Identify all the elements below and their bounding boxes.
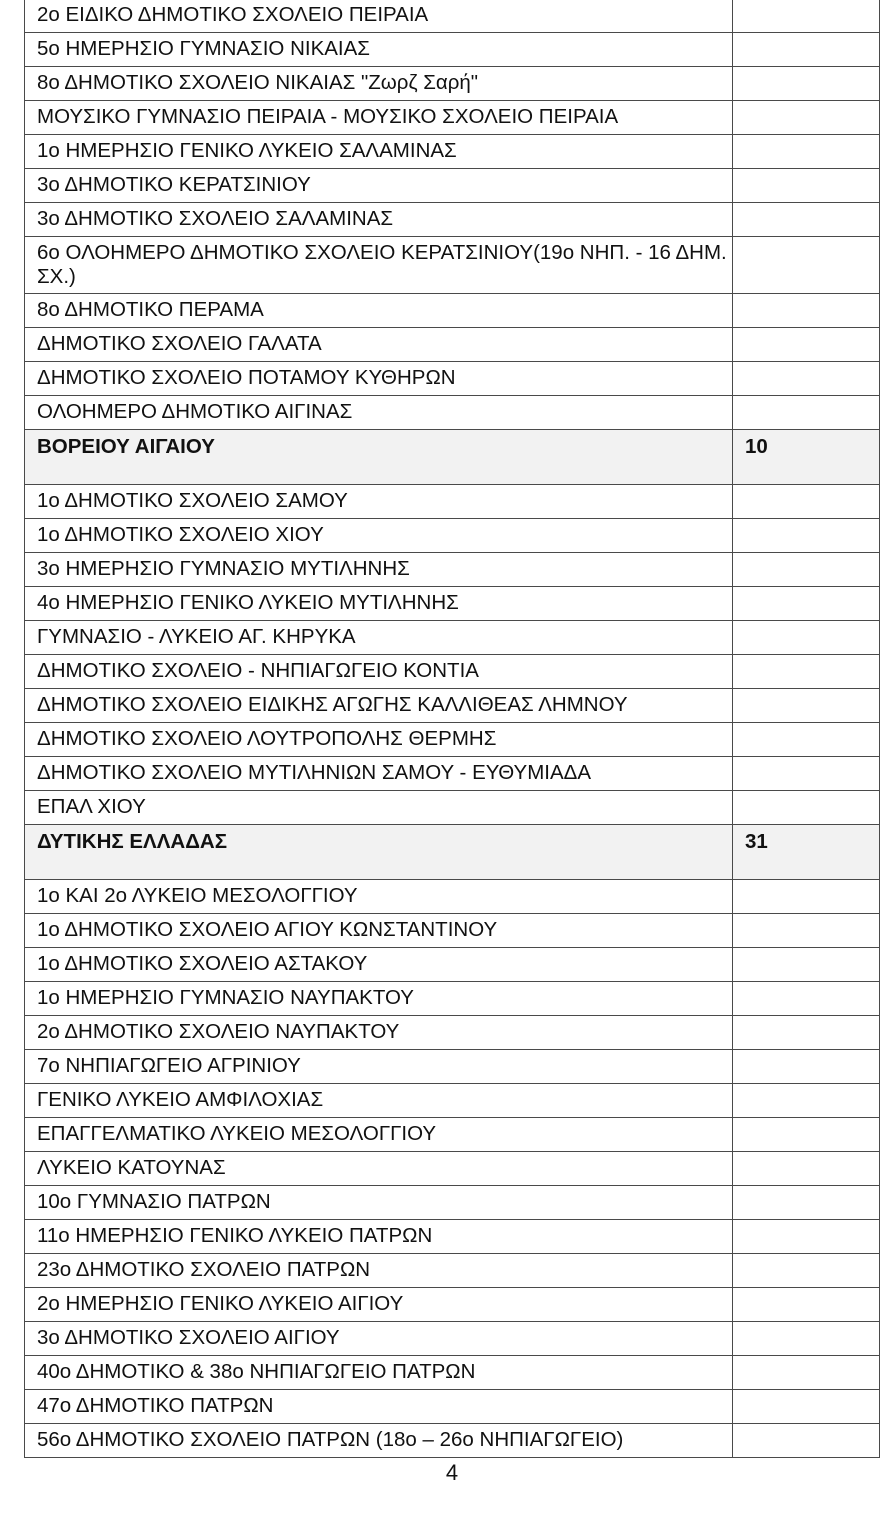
count-cell <box>733 485 880 519</box>
table-row <box>25 519 880 553</box>
count-cell <box>733 948 880 982</box>
table-row <box>25 914 880 948</box>
school-name: 56ο ΔΗΜΟΤΙΚΟ ΣΧΟΛΕΙΟ ΠΑΤΡΩΝ (18ο – 26ο ΝΗΠΙΑΓΩΓΕΙΟ) <box>25 1424 733 1458</box>
count-cell <box>733 689 880 723</box>
count-cell <box>733 1424 880 1458</box>
table-row <box>25 1390 880 1424</box>
count-cell <box>733 519 880 553</box>
school-name: 3ο ΔΗΜΟΤΙΚΟ ΚΕΡΑΤΣΙΝΙΟΥ <box>25 169 733 203</box>
table-row <box>25 135 880 169</box>
table-row <box>25 328 880 362</box>
count-cell <box>733 621 880 655</box>
count-cell <box>733 1186 880 1220</box>
table-row <box>25 101 880 135</box>
school-name: 1ο ΗΜΕΡΗΣΙΟ ΓΥΜΝΑΣΙΟ ΝΑΥΠΑΚΤΟΥ <box>25 982 733 1016</box>
table-row <box>25 553 880 587</box>
school-name: 1ο ΚΑΙ 2ο ΛΥΚΕΙΟ ΜΕΣΟΛΟΓΓΙΟΥ <box>25 880 733 914</box>
school-name: 6ο ΟΛΟΗΜΕΡΟ ΔΗΜΟΤΙΚΟ ΣΧΟΛΕΙΟ ΚΕΡΑΤΣΙΝΙΟΥ(19ο ΝΗΠ. - 16 ΔΗΜ. ΣΧ.) <box>25 237 733 294</box>
school-name: 3ο ΔΗΜΟΤΙΚΟ ΣΧΟΛΕΙΟ ΣΑΛΑΜΙΝΑΣ <box>25 203 733 237</box>
school-name: ΔΗΜΟΤΙΚΟ ΣΧΟΛΕΙΟ ΕΙΔΙΚΗΣ ΑΓΩΓΗΣ ΚΑΛΛΙΘΕΑΣ ΛΗΜΝΟΥ <box>25 689 733 723</box>
school-name: ΓΕΝΙΚΟ ΛΥΚΕΙΟ ΑΜΦΙΛΟΧΙΑΣ <box>25 1084 733 1118</box>
schools-table-body <box>25 0 880 1458</box>
table-row <box>25 689 880 723</box>
count-cell <box>733 1050 880 1084</box>
count-cell <box>733 328 880 362</box>
region-count: 31 <box>733 825 880 880</box>
school-name: 1ο ΗΜΕΡΗΣΙΟ ΓΕΝΙΚΟ ΛΥΚΕΙΟ ΣΑΛΑΜΙΝΑΣ <box>25 135 733 169</box>
school-name: 1ο ΔΗΜΟΤΙΚΟ ΣΧΟΛΕΙΟ ΣΑΜΟΥ <box>25 485 733 519</box>
table-row <box>25 294 880 328</box>
count-cell <box>733 1220 880 1254</box>
count-cell <box>733 880 880 914</box>
table-row <box>25 1084 880 1118</box>
school-name: 11ο ΗΜΕΡΗΣΙΟ ΓΕΝΙΚΟ ΛΥΚΕΙΟ ΠΑΤΡΩΝ <box>25 1220 733 1254</box>
table-row <box>25 982 880 1016</box>
table-row <box>25 67 880 101</box>
school-name: 3ο ΗΜΕΡΗΣΙΟ ΓΥΜΝΑΣΙΟ ΜΥΤΙΛΗΝΗΣ <box>25 553 733 587</box>
count-cell <box>733 1254 880 1288</box>
school-name: 2ο ΔΗΜΟΤΙΚΟ ΣΧΟΛΕΙΟ ΝΑΥΠΑΚΤΟΥ <box>25 1016 733 1050</box>
count-cell <box>733 0 880 33</box>
table-row <box>25 587 880 621</box>
region-name: ΒΟΡΕΙΟΥ ΑΙΓΑΙΟΥ <box>25 430 733 485</box>
school-name: 47ο ΔΗΜΟΤΙΚΟ ΠΑΤΡΩΝ <box>25 1390 733 1424</box>
table-row <box>25 757 880 791</box>
school-name: ΔΗΜΟΤΙΚΟ ΣΧΟΛΕΙΟ - ΝΗΠΙΑΓΩΓΕΙΟ ΚΟΝΤΙΑ <box>25 655 733 689</box>
region-name: ΔΥΤΙΚΗΣ ΕΛΛΑΔΑΣ <box>25 825 733 880</box>
count-cell <box>733 1084 880 1118</box>
count-cell <box>733 655 880 689</box>
count-cell <box>733 1356 880 1390</box>
count-cell <box>733 135 880 169</box>
table-row <box>25 880 880 914</box>
count-cell <box>733 203 880 237</box>
count-cell <box>733 169 880 203</box>
table-row <box>25 203 880 237</box>
school-name: ΟΛΟΗΜΕΡΟ ΔΗΜΟΤΙΚΟ ΑΙΓΙΝΑΣ <box>25 396 733 430</box>
school-name: ΔΗΜΟΤΙΚΟ ΣΧΟΛΕΙΟ ΓΑΛΑΤΑ <box>25 328 733 362</box>
schools-table <box>24 0 880 1458</box>
school-name: 8ο ΔΗΜΟΤΙΚΟ ΣΧΟΛΕΙΟ ΝΙΚΑΙΑΣ "Ζωρζ Σαρή" <box>25 67 733 101</box>
school-name: 2ο ΗΜΕΡΗΣΙΟ ΓΕΝΙΚΟ ΛΥΚΕΙΟ ΑΙΓΙΟΥ <box>25 1288 733 1322</box>
table-row <box>25 169 880 203</box>
count-cell <box>733 587 880 621</box>
school-name: 8ο ΔΗΜΟΤΙΚΟ ΠΕΡΑΜΑ <box>25 294 733 328</box>
page-number: 4 <box>445 1460 459 1485</box>
count-cell <box>733 237 880 294</box>
table-row <box>25 1016 880 1050</box>
region-count: 10 <box>733 430 880 485</box>
school-name: 7ο ΝΗΠΙΑΓΩΓΕΙΟ ΑΓΡΙΝΙΟΥ <box>25 1050 733 1084</box>
count-cell <box>733 757 880 791</box>
table-row <box>25 33 880 67</box>
table-row <box>25 1356 880 1390</box>
count-cell <box>733 33 880 67</box>
table-row <box>25 791 880 825</box>
region-row <box>25 430 880 485</box>
school-name: 2ο ΕΙΔΙΚΟ ΔΗΜΟΤΙΚΟ ΣΧΟΛΕΙΟ ΠΕΙΡΑΙΑ <box>25 0 733 33</box>
school-name: ΕΠΑΛ ΧΙΟΥ <box>25 791 733 825</box>
count-cell <box>733 1288 880 1322</box>
school-name: 3ο ΔΗΜΟΤΙΚΟ ΣΧΟΛΕΙΟ ΑΙΓΙΟΥ <box>25 1322 733 1356</box>
table-row <box>25 485 880 519</box>
count-cell <box>733 1118 880 1152</box>
count-cell <box>733 1390 880 1424</box>
region-row <box>25 825 880 880</box>
table-row <box>25 1424 880 1458</box>
school-name: ΔΗΜΟΤΙΚΟ ΣΧΟΛΕΙΟ ΜΥΤΙΛΗΝΙΩΝ ΣΑΜΟΥ - ΕΥΘΥΜΙΑΔΑ <box>25 757 733 791</box>
school-name: ΕΠΑΓΓΕΛΜΑΤΙΚΟ ΛΥΚΕΙΟ ΜΕΣΟΛΟΓΓΙΟΥ <box>25 1118 733 1152</box>
school-name: 1ο ΔΗΜΟΤΙΚΟ ΣΧΟΛΕΙΟ ΧΙΟΥ <box>25 519 733 553</box>
table-row <box>25 1186 880 1220</box>
table-row <box>25 1322 880 1356</box>
school-name: ΔΗΜΟΤΙΚΟ ΣΧΟΛΕΙΟ ΠΟΤΑΜΟΥ ΚΥΘΗΡΩΝ <box>25 362 733 396</box>
school-name: 1ο ΔΗΜΟΤΙΚΟ ΣΧΟΛΕΙΟ ΑΓΙΟΥ ΚΩΝΣΤΑΝΤΙΝΟΥ <box>25 914 733 948</box>
count-cell <box>733 396 880 430</box>
school-name: 40ο ΔΗΜΟΤΙΚΟ & 38ο ΝΗΠΙΑΓΩΓΕΙΟ ΠΑΤΡΩΝ <box>25 1356 733 1390</box>
table-row <box>25 1288 880 1322</box>
table-row <box>25 621 880 655</box>
count-cell <box>733 101 880 135</box>
table-row <box>25 948 880 982</box>
count-cell <box>733 67 880 101</box>
count-cell <box>733 294 880 328</box>
school-name: 10ο ΓΥΜΝΑΣΙΟ ΠΑΤΡΩΝ <box>25 1186 733 1220</box>
count-cell <box>733 1322 880 1356</box>
table-row <box>25 362 880 396</box>
table-row <box>25 1152 880 1186</box>
table-row <box>25 655 880 689</box>
school-name: ΓΥΜΝΑΣΙΟ - ΛΥΚΕΙΟ ΑΓ. ΚΗΡΥΚΑ <box>25 621 733 655</box>
table-row <box>25 396 880 430</box>
school-name: 4ο ΗΜΕΡΗΣΙΟ ΓΕΝΙΚΟ ΛΥΚΕΙΟ ΜΥΤΙΛΗΝΗΣ <box>25 587 733 621</box>
table-row <box>25 1050 880 1084</box>
table-row <box>25 723 880 757</box>
table-row <box>25 237 880 294</box>
count-cell <box>733 1152 880 1186</box>
school-name: 1ο ΔΗΜΟΤΙΚΟ ΣΧΟΛΕΙΟ ΑΣΤΑΚΟΥ <box>25 948 733 982</box>
school-name: ΔΗΜΟΤΙΚΟ ΣΧΟΛΕΙΟ ΛΟΥΤΡΟΠΟΛΗΣ ΘΕΡΜΗΣ <box>25 723 733 757</box>
table-row <box>25 0 880 33</box>
count-cell <box>733 723 880 757</box>
table-row <box>25 1220 880 1254</box>
count-cell <box>733 791 880 825</box>
count-cell <box>733 1016 880 1050</box>
table-row <box>25 1118 880 1152</box>
count-cell <box>733 982 880 1016</box>
count-cell <box>733 362 880 396</box>
school-name: 5ο ΗΜΕΡΗΣΙΟ ΓΥΜΝΑΣΙΟ ΝΙΚΑΙΑΣ <box>25 33 733 67</box>
school-name: 23ο ΔΗΜΟΤΙΚΟ ΣΧΟΛΕΙΟ ΠΑΤΡΩΝ <box>25 1254 733 1288</box>
count-cell <box>733 553 880 587</box>
school-name: ΜΟΥΣΙΚΟ ΓΥΜΝΑΣΙΟ ΠΕΙΡΑΙΑ - ΜΟΥΣΙΚΟ ΣΧΟΛΕΙΟ ΠΕΙΡΑΙΑ <box>25 101 733 135</box>
school-name: ΛΥΚΕΙΟ ΚΑΤΟΥΝΑΣ <box>25 1152 733 1186</box>
count-cell <box>733 914 880 948</box>
table-row <box>25 1254 880 1288</box>
